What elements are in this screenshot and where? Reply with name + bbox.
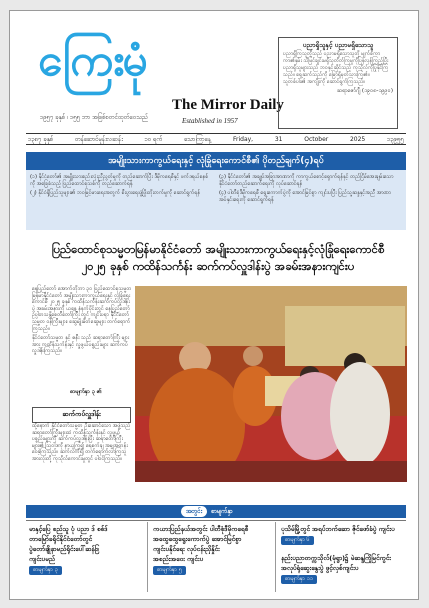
teaser-item[interactable] bbox=[278, 551, 406, 586]
masthead-logo bbox=[38, 31, 178, 111]
teaser-line: အထွေထွေရွေးကောက်ပွဲ အောင်မြင်စွာ bbox=[153, 535, 242, 543]
objective-3: (၃) နိုင်ငံတော်၏ အချုပ်အခြာအာဏာကို ကာကွယ်စောင့်ရှောက်ရန်နှင့် တည်ငြိမ်အေးချမ်းသော နိုင်ငံတော်တည်ဆောက်ရေးကို လုပ်ဆောင်ရန် bbox=[219, 174, 394, 187]
teaser-item[interactable] bbox=[26, 522, 148, 592]
date-bar bbox=[26, 133, 406, 145]
motto-title: ပညာရှိသူနှင့် ပညာမရှိသောသူ bbox=[302, 41, 374, 49]
issue-number: ၁၃၉၅၅ bbox=[387, 135, 404, 143]
burmese-weekday: သောကြာနေ့ bbox=[184, 135, 212, 143]
year: 2025 bbox=[349, 135, 366, 143]
established-burmese: ၁၉၅၇ ခုနှစ် ၊ ၁၅၅ ဘာ အဖြစ်စတင်ထုတ်ဝေသည် bbox=[40, 114, 148, 121]
teaser-item[interactable] bbox=[150, 522, 276, 592]
newspaper-front-page bbox=[9, 10, 419, 600]
divider bbox=[26, 520, 406, 521]
teaser-line: ကယားပြည်နယ်အတွင်း ပါတီစုံဒီမိုကရေစီ bbox=[153, 525, 249, 533]
story-paragraph: နိုင်ငံတော်သမ္မတ နှင့် ဇနီး သည် ဆရာတော်ကြီး များအား ကထိန်သင်္ကန်းနှင့် လှူဖွယ်ပစ္စည်းများ ဆက်ကပ်လှူဒါန်းကြသည်။ bbox=[32, 335, 130, 355]
weekday: Friday, bbox=[232, 135, 254, 143]
lead-photo bbox=[135, 286, 407, 482]
teaser-line: အစည်းအဝေး ကျင်းပ bbox=[153, 555, 204, 563]
story-paragraph: နေပြည်တော် အောက်တိုဘာ ၃၀ ပြည်ထောင်စုသမ္မတမြန်မာနိုင်ငံတော် အမျိုးသားကာကွယ်ရေးနှင့် လုံခြုံရေးကောင်စီ ၂၀၂၅ ခုနှစ် ကထိန်သင်္ကန်းဆက်ကပ်လှူဒါန်းပွဲ အခမ်းအနားကို ယနေ့ နံနက်ပိုင်းတွင် နေပြည်တော် ဥပ္ပါတသန္တိစေတီတော်ကြီး တွင် ကျင်းပရာ နိုင်ငံတော်သမ္မတ ဝန်ကြီးများ၊ ဆွေမျိုးမိတ်ဆွေများ တက်ရောက်ကြသည်။ bbox=[32, 286, 132, 332]
continued-on-page[interactable]: စာမျက်နှာ ၃ ၏ bbox=[70, 389, 102, 395]
main-headline bbox=[32, 241, 404, 275]
objective-1: (၁) နိုင်ငံတော်၏ အမျိုးသားစည်းလုံးညီညွတ်မှုကို တည်ဆောက်ပြီး ဒီမိုကရေစီနှင့် ဖက်ဒရယ်စနစ်ကို အခြေခံသည့် ပြည်ထောင်စုသစ်ကို တည်ဆောက်ရန် bbox=[30, 174, 209, 187]
sidebox-text bbox=[32, 423, 131, 465]
sidebox-paragraph: ထို့နောက် နိုင်ငံတော်သမ္မတ ဦးဆောင်သော အဖွဲ့သည် ဆရာတော်ကြီးများထံ ကထိန်သင်္ကန်းနှင့် လှူဖွယ်ပစ္စည်းများကို ဆက်ကပ်လှူဒါန်းပြီး ဆရာတော်ကြီးများ၏ ဩဝါဒကို နာယူကြ၍ ရေစက်ချ အမျှအတန်း ဝေခဲ့ကြသည်။ ဆက်လက်၍ တက်ရောက်လာကြသူ အားလုံးတို့ ကုသိုလ်ကောင်းမှုတွင် ပါဝင်ကြသည်။ bbox=[32, 423, 131, 462]
ceremony-photo bbox=[135, 286, 407, 482]
teaser-item[interactable] bbox=[278, 522, 406, 550]
announcement-left-column bbox=[30, 174, 213, 226]
lead-story bbox=[32, 286, 132, 358]
teaser-page-badge: စာမျက်နှာ ၆ bbox=[281, 536, 314, 545]
teaser-line: တာမြော်ခရိုင်နိုင်ငံတော်တွင် bbox=[29, 535, 93, 543]
sidebox-title: ဆက်ကပ်လှူဒါန်း bbox=[32, 407, 131, 423]
burmese-month: တန်ဆောင်မုန်းလဆန်း bbox=[75, 135, 123, 143]
teaser-page-badge: စာမျက်နှာ ၅ bbox=[153, 566, 186, 575]
inside-pill: အတွင်း bbox=[181, 506, 207, 517]
burmese-year: ၁၃၈၇ ခုနှစ် bbox=[28, 135, 54, 143]
teaser-page-badge: စာမျက်နှာ ၃ bbox=[29, 566, 62, 575]
teaser-line: ကျင်းပမည် bbox=[29, 555, 55, 563]
announcement-title: အမျိုးသားကာကွယ်ရေးနှင့် လုံခြုံရေးကောင်စီ၏ ပိုတည်ချက်(၄)ရပ် bbox=[26, 152, 406, 170]
motto-body: ပညာရှိကြသူတို့သည် ပညာမရှိသောသူတို့ မျက်စိကာကာ၏နှမ်း သိမြင်ချင်းမရှိသုတိတ်ကြမှုကိုပြန်လှန်ကြည့်ပြီး ပညာရှိသူများသည် ဘဝနှင့်ဆိုင်သည့် ကုသိုလ်ကိုပြုနိုင်ကြသည်။ ရှေ့ဆက်သည်ကို မြော်ရှိမှတ်သားကြ၏။ သူတစ်ပါး၏ အကျိုးကို ဆောင်ရွက်ကြသည်။ bbox=[283, 51, 389, 85]
teaser-page-badge: စာမျက်နှာ ၁၁ bbox=[281, 575, 317, 584]
announcement-body bbox=[26, 170, 406, 230]
inside-pages-bar bbox=[26, 505, 406, 518]
teaser-line: နည်းပညာတက္ကသိုလ်(မုံရွာ)၌ မဲဆန္ဒကြိုမြင်ကွင်း bbox=[281, 554, 391, 562]
objective-4: (၄) ပါတီစုံဒီမိုကရေစီ ရွေးကောက်ပွဲကို အောင်မြင်စွာ ကျင်းပပြီး ပြည်သူ့ဆန္ဒနှင့်အညီ အာဏာအပ်နှင်းရေးကို ဆောင်ရွက်ရန် bbox=[219, 190, 391, 203]
announcement-right-column bbox=[219, 174, 402, 226]
month: October bbox=[304, 135, 329, 143]
headline-line-2: ၂၀၂၅ ခုနှစ် ကထိန်သင်္ကန်း ဆက်ကပ်လှူဒါန်းပွဲ အခမ်းအနားကျင်းပ bbox=[81, 259, 355, 273]
motto-box bbox=[278, 37, 398, 129]
teaser-line: အလုပ်ရုံဆွေးနွေးပွဲ ဖွင့်လှစ်ကျင်းပ bbox=[281, 564, 359, 572]
inside-label: စာမျက်နှာ bbox=[211, 508, 233, 515]
motto-author: ဆရာဇော်ဂျီ (၁၉၀၈-၁၉၉၀) bbox=[336, 88, 393, 94]
established-english: Established in 1957 bbox=[182, 117, 238, 125]
english-title: The Mirror Daily bbox=[172, 97, 284, 113]
burmese-day: ၁၀ ရက် bbox=[144, 135, 163, 143]
day-number: 31 bbox=[274, 135, 283, 143]
teaser-line: ပွဲတော်ချိုနာမည်ရိုင်းပေါ်ဆန်ဒြ bbox=[29, 545, 99, 553]
teaser-line: ပုသိမ်မြို့တွင် အရပ်ဘက်ဆော ဇိုင်ဖော်ခံပွဲ ကျင်းပ bbox=[281, 525, 395, 533]
headline-line-1: ပြည်ထောင်စုသမ္မတမြန်မာနိုင်ငံတော် အမျိုးသားကာကွယ်ရေးနှင့်လုံခြုံရေးကောင်စီ bbox=[51, 242, 385, 256]
objective-2: (၂) နိုင်ငံရှိပြည်သူများ၏ ဘဝမြင့်မားရေးအတွက် စီးပွားရေးဖွံ့ဖြိုးတိုးတက်မှုကို ဆောင်ရွက်ရန် bbox=[30, 190, 201, 197]
teaser-line: မာနှင့်ပြေ စည်သူ ပုံ ပညာ ဒ် စစ်ဒ် bbox=[29, 525, 108, 533]
teaser-line: ကျင်းပနိုင်ရေး လုပ်ငန်းညှိနှိုင်း bbox=[153, 545, 220, 553]
logo-text: ကြေးမုံ bbox=[38, 35, 146, 86]
